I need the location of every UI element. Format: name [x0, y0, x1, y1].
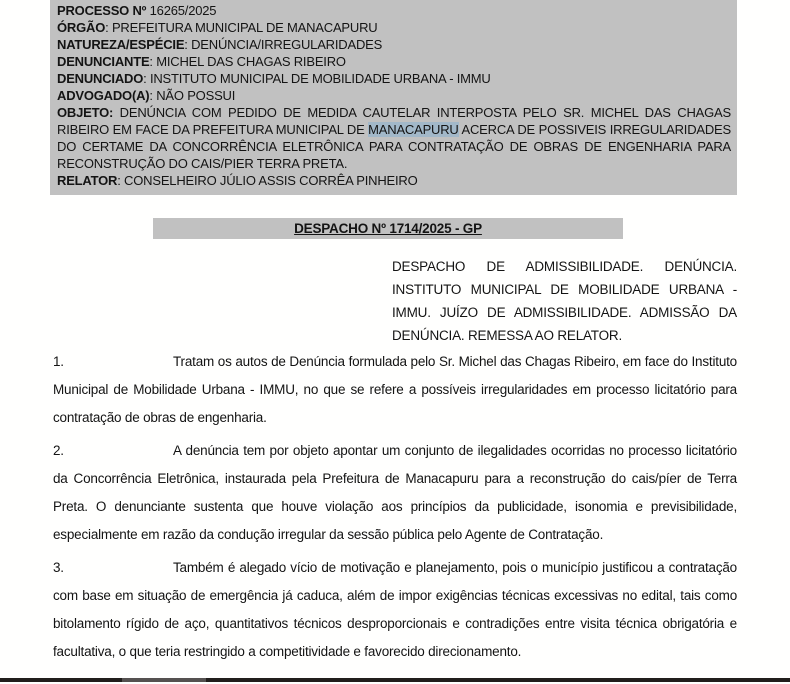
field-value: : NÃO POSSUI [149, 88, 236, 103]
field-label: DENUNCIADO [57, 71, 144, 86]
field-value: : PREFEITURA MUNICIPAL DE MANACAPURU [105, 20, 378, 35]
objeto-text-after: ACERCA DE POSSIVEIS IRREGULARIDADES DO CERTAME DA CONCORRÊNCIA ELETRÔNICA PARA CONTRATAÇÃO DE OBRAS DE ENGENHARIA PARA RECONSTRUÇÃO DO CAIS/PIER TERRA PRETA. [57, 122, 731, 171]
despacho-title-text: DESPACHO Nº 1714/2025 - GP [294, 221, 482, 236]
ementa-summary-block: DESPACHO DE ADMISSIBILIDADE. DENÚNCIA. INSTITUTO MUNICIPAL DE MOBILIDADE URBANA - IMMU. JUÍZO DE ADMISSIBILIDADE. ADMISSÃO DA DENÚNCIA. REMESSA AO RELATOR. [392, 259, 737, 343]
field-label: PROCESSO Nº [57, 3, 147, 18]
despacho-title-band [153, 218, 623, 239]
paragraph-number: 3. [53, 560, 64, 575]
field-row-objeto [57, 104, 731, 172]
field-row-orgao [57, 19, 731, 36]
field-row-denunciante [57, 53, 731, 70]
field-label: RELATOR [57, 173, 118, 188]
field-row-advogado [57, 87, 731, 104]
field-row-natureza [57, 36, 731, 53]
objeto-text-before: DENÚNCIA COM PEDIDO DE MEDIDA CAUTELAR INTERPOSTA PELO SR. MICHEL DAS CHAGAS RIBEIRO EM FACE DA PREFEITURA MUNICIPAL DE [57, 105, 731, 137]
paragraph-number: 1. [53, 354, 64, 369]
field-row-relator [57, 172, 731, 189]
field-label: NATUREZA/ESPÉCIE [57, 37, 185, 52]
field-row-denunciado [57, 70, 731, 87]
paragraph-text: A denúncia tem por objeto apontar um conjunto de ilegalidades ocorridas no processo licitatório da Concorrência Eletrônica, instaurada pela Prefeitura de Manacapuru para a reconstrução do cais/píer de Terra Preta. O denunciante sustenta que houve violação aos princípios da publicidade, isonomia e previsibilidade, especialmente em razão da condução irregular da sessão pública pelo Agente de Contratação. [53, 443, 737, 542]
field-label: DENUNCIANTE [57, 54, 150, 69]
field-value: : MICHEL DAS CHAGAS RIBEIRO [149, 54, 346, 69]
paragraph-3 [53, 554, 737, 666]
field-label: ÓRGÃO [57, 20, 106, 35]
manacapuru-search-highlight: MANACAPURU [368, 122, 459, 137]
document-body [53, 348, 737, 671]
bottom-bar-gray-segment [122, 678, 206, 682]
field-label: ADVOGADO(A) [57, 88, 150, 103]
field-value: : CONSELHEIRO JÚLIO ASSIS CORRÊA PINHEIRO [117, 173, 418, 188]
paragraph-2 [53, 437, 737, 549]
paragraph-text: Também é alegado vício de motivação e planejamento, pois o município justificou a contratação com base em situação de emergência já caduca, além de impor exigências técnicas excessivas no edital, tais como bitolamento rígido de aço, quantitativos técnicos desproporcionais e contradições entre visita técnica obrigatória e facultativa, o que teria restringido a competitividade e favorecido direcionamento. [53, 560, 737, 659]
bottom-cutoff-bar [0, 678, 790, 682]
field-value: : DENÚNCIA/IRREGULARIDADES [184, 37, 383, 52]
field-value: : INSTITUTO MUNICIPAL DE MOBILIDADE URBANA - IMMU [143, 71, 491, 86]
paragraph-text: Tratam os autos de Denúncia formulada pelo Sr. Michel das Chagas Ribeiro, em face do Instituto Municipal de Mobilidade Urbana - IMMU, no que se refere a possíveis irregularidades em processo licitatório para contratação de obras de engenharia. [53, 354, 737, 425]
field-value: 16265/2025 [146, 3, 217, 18]
paragraph-number: 2. [53, 443, 64, 458]
field-row-processo [57, 2, 731, 19]
process-header-block [50, 0, 737, 195]
paragraph-1 [53, 348, 737, 432]
field-label: OBJETO: [57, 105, 114, 120]
